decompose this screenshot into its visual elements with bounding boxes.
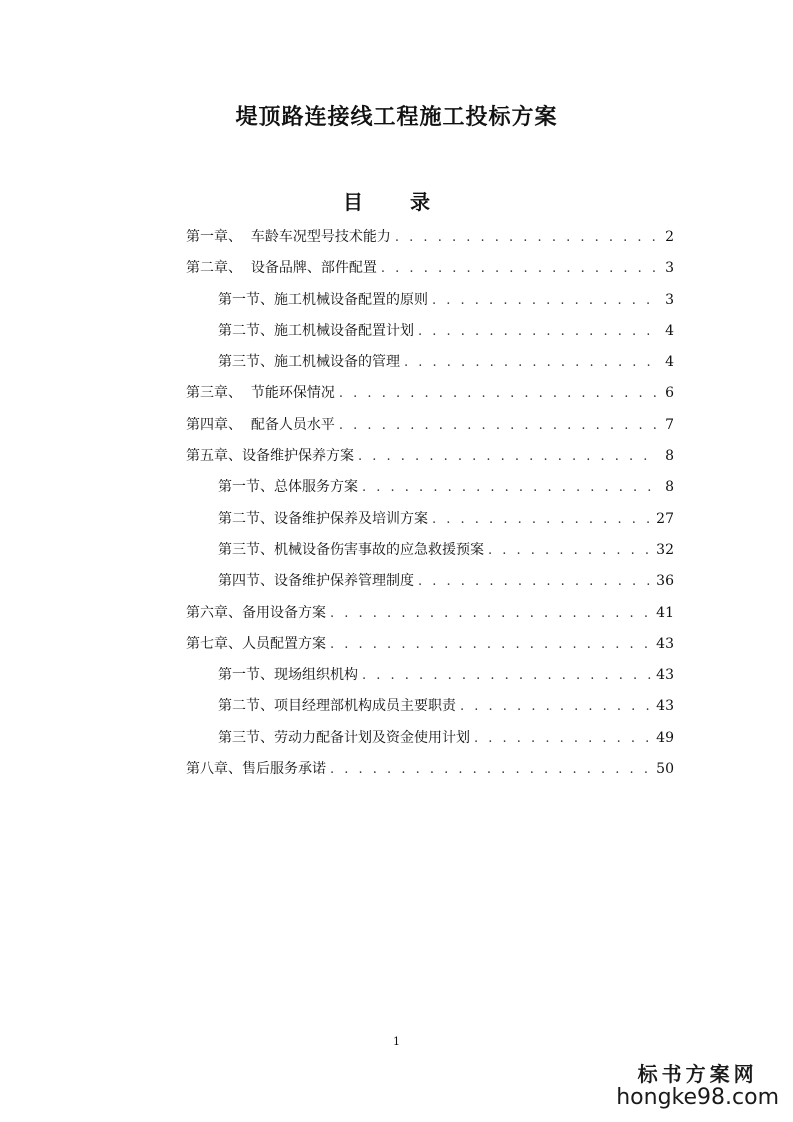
toc-dot-leader bbox=[330, 759, 652, 781]
toc-entry-page: 43 bbox=[656, 667, 674, 684]
toc-dot-leader bbox=[358, 446, 656, 468]
toc-entry-page: 4 bbox=[665, 354, 674, 371]
toc-chapter-entry[interactable] bbox=[186, 602, 674, 633]
toc-chapter-entry[interactable] bbox=[186, 226, 674, 257]
toc-entry-page: 8 bbox=[665, 448, 674, 465]
toc-chapter-entry[interactable] bbox=[186, 445, 674, 476]
toc-entry-title: 第二章、 设备品牌、部件配置 bbox=[186, 260, 377, 277]
toc-entry-title: 第四节、设备维护保养管理制度 bbox=[218, 573, 414, 590]
toc-section-entry[interactable] bbox=[186, 695, 674, 726]
watermark-url: hongke98.com bbox=[616, 1085, 779, 1110]
toc-entry-page: 8 bbox=[665, 479, 674, 496]
toc-entry-title: 第三节、劳动力配备计划及资金使用计划 bbox=[218, 729, 470, 746]
toc-dot-leader bbox=[362, 665, 652, 687]
toc-entry-page: 43 bbox=[656, 698, 674, 715]
toc-chapter-entry[interactable] bbox=[186, 758, 674, 789]
watermark-site-name: 标书方案网 bbox=[637, 1062, 758, 1086]
toc-dot-leader bbox=[362, 477, 656, 499]
toc-entry-page: 4 bbox=[665, 322, 674, 339]
toc-dot-leader bbox=[339, 383, 656, 405]
toc-dot-leader bbox=[474, 728, 652, 750]
toc-entry-page: 6 bbox=[665, 385, 674, 402]
watermark bbox=[616, 1062, 779, 1110]
toc-chapter-entry[interactable] bbox=[186, 382, 674, 413]
toc-dot-leader bbox=[418, 571, 652, 593]
toc-section-entry[interactable] bbox=[186, 664, 674, 695]
toc-entry-page: 49 bbox=[656, 729, 674, 746]
toc-entry-page: 41 bbox=[656, 604, 674, 621]
toc-section-entry[interactable] bbox=[186, 289, 674, 320]
toc-dot-leader bbox=[404, 352, 656, 374]
toc-dot-leader bbox=[488, 540, 652, 562]
toc-entry-title: 第一章、 车龄车况型号技术能力 bbox=[186, 229, 391, 245]
toc-entry-title: 第一节、现场组织机构 bbox=[218, 667, 358, 684]
toc-dot-leader bbox=[330, 603, 652, 625]
toc-section-entry[interactable] bbox=[186, 320, 674, 351]
toc-dot-leader bbox=[460, 696, 652, 718]
page-number: 1 bbox=[393, 1035, 400, 1048]
toc-dot-leader bbox=[432, 509, 652, 531]
toc-section-entry[interactable] bbox=[186, 508, 674, 539]
toc-entry-title: 第三节、机械设备伤害事故的应急救援预案 bbox=[218, 541, 484, 558]
toc-entry-page: 2 bbox=[665, 229, 674, 245]
toc-section-entry[interactable] bbox=[186, 539, 674, 570]
toc-chapter-entry[interactable] bbox=[186, 257, 674, 288]
toc-section-entry[interactable] bbox=[186, 351, 674, 382]
toc-entry-page: 3 bbox=[665, 260, 674, 277]
toc-dot-leader bbox=[339, 415, 656, 437]
toc-section-entry[interactable] bbox=[186, 476, 674, 507]
toc-entry-title: 第三章、 节能环保情况 bbox=[186, 385, 335, 402]
toc-entry-title: 第二节、施工机械设备配置计划 bbox=[218, 322, 414, 339]
document-title: 堤顶路连接线工程施工投标方案 bbox=[235, 105, 558, 130]
toc-entry-title: 第二节、项目经理部机构成员主要职责 bbox=[218, 698, 456, 715]
toc-entry-title: 第五章、设备维护保养方案 bbox=[186, 448, 354, 465]
toc-entry-title: 第四章、 配备人员水平 bbox=[186, 416, 335, 433]
toc-entry-title: 第三节、施工机械设备的管理 bbox=[218, 354, 400, 371]
toc-entry-page: 3 bbox=[665, 291, 674, 308]
toc-dot-leader bbox=[381, 258, 656, 280]
toc-dot-leader bbox=[432, 290, 656, 312]
toc-chapter-entry[interactable] bbox=[186, 414, 674, 445]
toc-entry-title: 第八章、售后服务承诺 bbox=[186, 761, 326, 778]
toc-chapter-entry[interactable] bbox=[186, 633, 674, 664]
toc-entry-title: 第一节、施工机械设备配置的原则 bbox=[218, 291, 428, 308]
toc-heading: 目 录 bbox=[343, 190, 450, 214]
toc-entry-page: 7 bbox=[665, 416, 674, 433]
toc-entry-title: 第一节、总体服务方案 bbox=[218, 479, 358, 496]
toc-entry-title: 第六章、备用设备方案 bbox=[186, 604, 326, 621]
toc-entry-page: 32 bbox=[656, 541, 674, 558]
toc-entry-title: 第二节、设备维护保养及培训方案 bbox=[218, 510, 428, 527]
toc-section-entry[interactable] bbox=[186, 727, 674, 758]
toc-entry-page: 36 bbox=[656, 573, 674, 590]
toc-dot-leader bbox=[330, 634, 652, 656]
toc-section-entry[interactable] bbox=[186, 570, 674, 601]
toc-entry-page: 27 bbox=[656, 510, 674, 527]
table-of-contents bbox=[186, 226, 674, 789]
toc-entry-title: 第七章、人员配置方案 bbox=[186, 635, 326, 652]
toc-entry-page: 43 bbox=[656, 635, 674, 652]
toc-entry-page: 50 bbox=[656, 761, 674, 778]
toc-dot-leader bbox=[418, 321, 656, 343]
toc-dot-leader bbox=[395, 227, 656, 249]
